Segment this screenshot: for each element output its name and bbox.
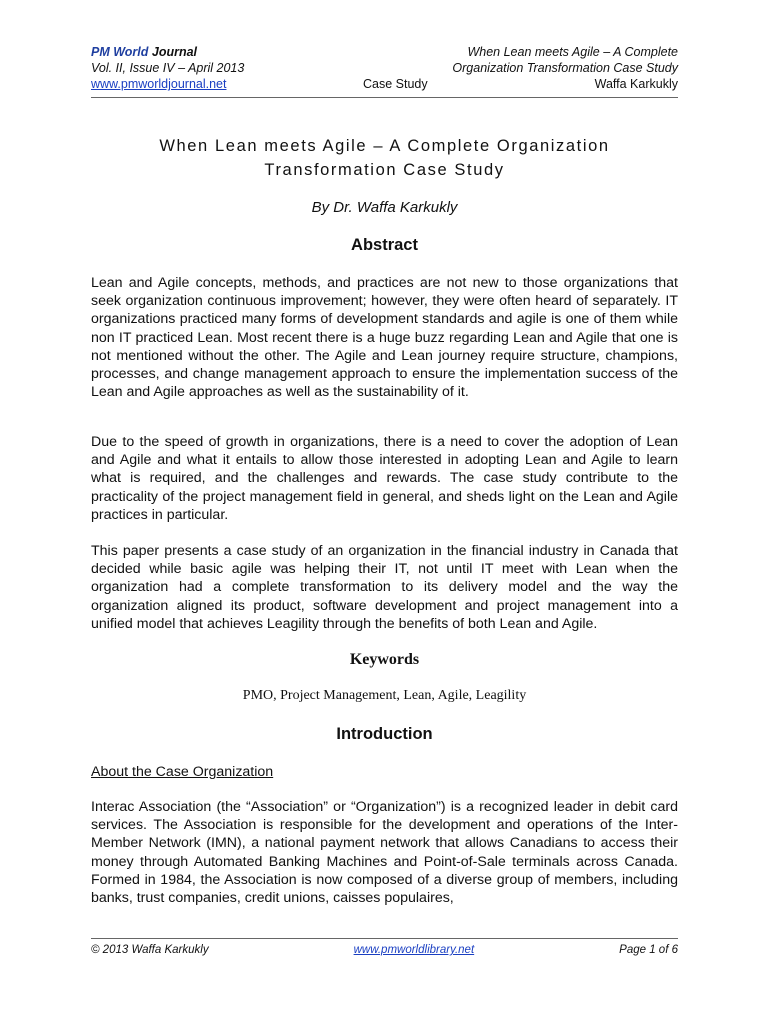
journal-brand: PM World Journal	[91, 45, 198, 59]
introduction-heading: Introduction	[336, 725, 433, 743]
case-org-subheading: About the Case Organization	[91, 764, 274, 780]
page-number: Page 1 of 6	[619, 944, 678, 956]
header-title-line1: When Lean meets Agile – A Complete	[467, 45, 678, 59]
abstract-paragraph-3: This paper presents a case study of an organization in the financial industry in Canada that decided while basic agile was helping their IT, not until IT meet with Lean when the organization had a complete transformation to its delivery model and the way the organization aligned its product, software development and project management into a unified model that achieves Leagility through the benefits of both Lean and Agile.	[91, 543, 678, 632]
footer-copyright: © 2013 Waffa Karkukly	[91, 944, 209, 956]
header-divider	[91, 97, 678, 98]
footer-divider	[91, 938, 678, 939]
keywords-heading: Keywords	[349, 651, 420, 668]
header-author: Waffa Karkukly	[594, 77, 678, 91]
header-title-line2: Organization Transformation Case Study	[452, 61, 678, 75]
keywords-list: PMO, Project Management, Lean, Agile, Leagility	[242, 688, 527, 703]
header-volume: Vol. II, Issue IV – April 2013	[91, 61, 245, 75]
abstract-paragraph-2: Due to the speed of growth in organizations, there is a need to cover the adoption of Lean and Agile and what it entails to allow those interested in adopting Lean and Agile to learn what is required, and the challenges and rewards. The case study contribute to the practicality of the project management field in general, and sheds light on the Lean and Agile practices in particular.	[91, 434, 678, 523]
header-article-type: Case Study	[363, 77, 428, 91]
library-link[interactable]: www.pmworldlibrary.net	[353, 944, 475, 956]
running-footer	[91, 944, 678, 956]
introduction-paragraph-1: Interac Association (the “Association” or “Organization”) is a recognized leader in debit card services. The Association is responsible for the development and operations of the Inter-Member Network (IMN), a national payment network that allows Canadians to access their money through Automated Banking Machines and Point-of-Sale terminals across Canada. Formed in 1984, the Association is now composed of a diverse group of members, including banks, trust companies, credit unions, caisses populaires,	[91, 799, 678, 907]
running-header	[91, 44, 678, 96]
abstract-heading: Abstract	[351, 236, 418, 254]
abstract-paragraph-1: Lean and Agile concepts, methods, and practices are not new to those organizations that seek organization continuous improvement; however, they were often heard of separately. IT organizations practiced many forms of development standards and agile is one of them while non IT practiced Lean. Most recent there is a huge buzz regarding Lean and Agile that one is not mentioned without the other. The Agile and Lean journey require structure, champions, processes, and change management approach to ensure the implementation success of the Lean and Agile approaches as well as the sustainability of it.	[91, 275, 678, 401]
author-byline: By Dr. Waffa Karkukly	[311, 199, 458, 216]
journal-link[interactable]: www.pmworldjournal.net	[91, 77, 227, 91]
paper-title: When Lean meets Agile – A Complete Organization Transformation Case Study	[159, 137, 610, 179]
